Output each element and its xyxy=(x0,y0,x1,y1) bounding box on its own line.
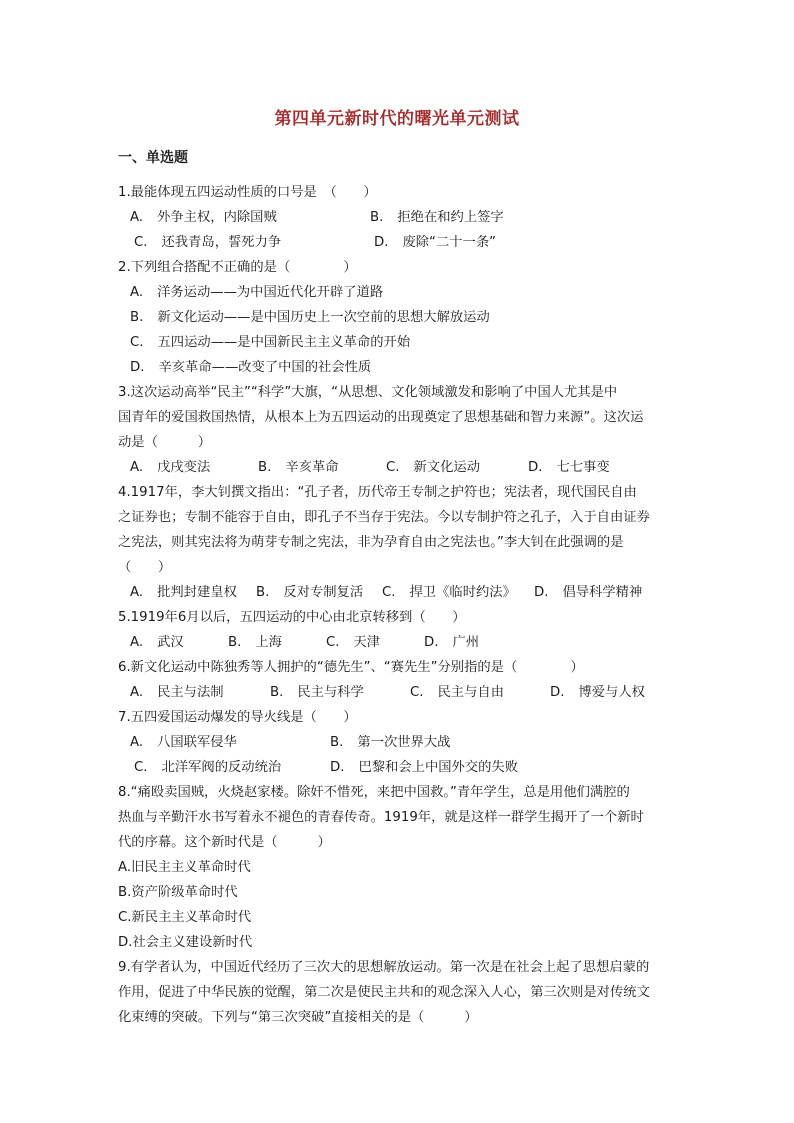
question-2 xyxy=(118,255,678,380)
option-a[interactable]: A. 批判封建皇权 xyxy=(130,585,237,600)
option-c[interactable]: C.新民主主义革命时代 xyxy=(118,910,252,925)
question-stem-line: 代的序幕。这个新时代是（ ） xyxy=(118,835,331,850)
question-8 xyxy=(118,780,678,955)
option-d[interactable]: D. 博爱与人权 xyxy=(550,685,645,700)
question-stem-line: 作用，促进了中华民族的觉醒，第二次是使民主共和的观念深入人心，第三次则是对传统文 xyxy=(118,985,650,1000)
question-stem-line: 动是（ ） xyxy=(118,435,212,450)
option-c[interactable]: C. 捍卫《临时约法》 xyxy=(382,585,516,600)
option-a[interactable]: A. 武汉 xyxy=(130,635,184,650)
option-row xyxy=(118,455,678,480)
question-stem: 6.新文化运动中陈独秀等人拥护的“德先生”、“赛先生”分别指的是（ ） xyxy=(118,660,584,675)
question-3 xyxy=(118,380,678,480)
page-title: 第四单元新时代的曙光单元测试 xyxy=(274,109,520,129)
option-a[interactable]: A. 八国联军侵华 xyxy=(130,735,237,750)
option-a[interactable]: A. 洋务运动——为中国近代化开辟了道路 xyxy=(130,285,384,300)
option-b[interactable]: B. 第一次世界大战 xyxy=(330,735,451,750)
question-stem-line: 8.“痛殴卖国贼，火烧赵家楼。除奸不惜死，来把中国救。”青年学生，总是用他们满腔的 xyxy=(118,785,630,800)
option-b[interactable]: B. 反对专制复活 xyxy=(256,585,364,600)
question-1 xyxy=(118,180,678,255)
option-c[interactable]: C. 新文化运动 xyxy=(386,460,480,475)
question-stem: 1.最能体现五四运动性质的口号是 （ ） xyxy=(118,185,377,200)
option-b[interactable]: B. 新文化运动——是中国历史上一次空前的思想大解放运动 xyxy=(130,310,490,325)
question-4 xyxy=(118,480,678,605)
option-a[interactable]: A.旧民主主义革命时代 xyxy=(118,860,251,875)
question-stem: 2.下列组合搭配不正确的是（ ） xyxy=(118,260,357,275)
option-c[interactable]: C. 民主与自由 xyxy=(410,685,504,700)
option-a[interactable]: A. 外争主权，内除国贼 xyxy=(130,210,277,225)
question-6 xyxy=(118,655,678,705)
question-list xyxy=(118,180,678,1030)
option-row xyxy=(118,680,678,705)
option-row xyxy=(118,230,678,255)
question-stem-line: 3.这次运动高举“民主”“科学”大旗，“从思想、文化领域激发和影响了中国人尤其是中 xyxy=(118,385,618,400)
option-a[interactable]: A. 民主与法制 xyxy=(130,685,224,700)
section-heading: 一、单选题 xyxy=(118,150,188,166)
option-d[interactable]: D.社会主义建设新时代 xyxy=(118,935,253,950)
option-a[interactable]: A. 戊戌变法 xyxy=(130,460,211,475)
question-stem-line: 化束缚的突破。下列与“第三次突破”直接相关的是（ ） xyxy=(118,1010,478,1025)
question-9 xyxy=(118,955,678,1030)
question-stem-line: （ ） xyxy=(118,560,172,575)
question-stem-line: 4.1917年，李大钊撰文指出：“孔子者，历代帝王专制之护符也；宪法者，现代国民自由 xyxy=(118,485,637,500)
option-row xyxy=(118,755,678,780)
option-d[interactable]: D. 倡导科学精神 xyxy=(534,585,643,600)
question-stem-line: 之证券也；专制不能容于自由，即孔子不当存于宪法。今以专制护符之孔子，入于自由证券 xyxy=(118,510,650,525)
option-b[interactable]: B.资产阶级革命时代 xyxy=(118,885,238,900)
option-d[interactable]: D. 巴黎和会上中国外交的失败 xyxy=(330,760,519,775)
option-row xyxy=(118,205,678,230)
option-c[interactable]: C. 北洋军阀的反动统治 xyxy=(134,760,282,775)
option-b[interactable]: B. 上海 xyxy=(228,635,282,650)
option-d[interactable]: D. 七七事变 xyxy=(528,460,610,475)
option-c[interactable]: C. 天津 xyxy=(326,635,381,650)
option-d[interactable]: D. 废除“二十一条” xyxy=(374,235,497,250)
question-7 xyxy=(118,705,678,780)
option-row xyxy=(118,630,678,655)
option-b[interactable]: B. 民主与科学 xyxy=(270,685,364,700)
question-5 xyxy=(118,605,678,655)
question-stem-line: 之宪法，则其宪法将为萌芽专制之宪法，非为孕育自由之宪法也。”李大钊在此强调的是 xyxy=(118,535,624,550)
question-stem-line: 热血与辛勤汗水书写着永不褪色的青春传奇。1919年，就是这样一群学生揭开了一个新时 xyxy=(118,810,644,825)
option-c[interactable]: C. 还我青岛，誓死力争 xyxy=(134,235,282,250)
option-b[interactable]: B. 辛亥革命 xyxy=(258,460,339,475)
question-stem-line: 国青年的爱国救国热情，从根本上为五四运动的出现奠定了思想基础和智力来源”。这次运 xyxy=(118,410,644,425)
option-d[interactable]: D. 辛亥革命——改变了中国的社会性质 xyxy=(130,360,372,375)
option-b[interactable]: B. 拒绝在和约上签字 xyxy=(370,210,504,225)
option-d[interactable]: D. 广州 xyxy=(424,635,480,650)
question-stem-line: 9.有学者认为，中国近代经历了三次大的思想解放运动。第一次是在社会上起了思想启蒙的 xyxy=(118,960,650,975)
option-row xyxy=(118,580,678,605)
question-stem: 5.1919年6月以后，五四运动的中心由北京转移到（ ） xyxy=(118,610,466,625)
option-c[interactable]: C. 五四运动——是中国新民主主义革命的开始 xyxy=(130,335,411,350)
question-stem: 7.五四爱国运动爆发的导火线是（ ） xyxy=(118,710,357,725)
option-row xyxy=(118,730,678,755)
